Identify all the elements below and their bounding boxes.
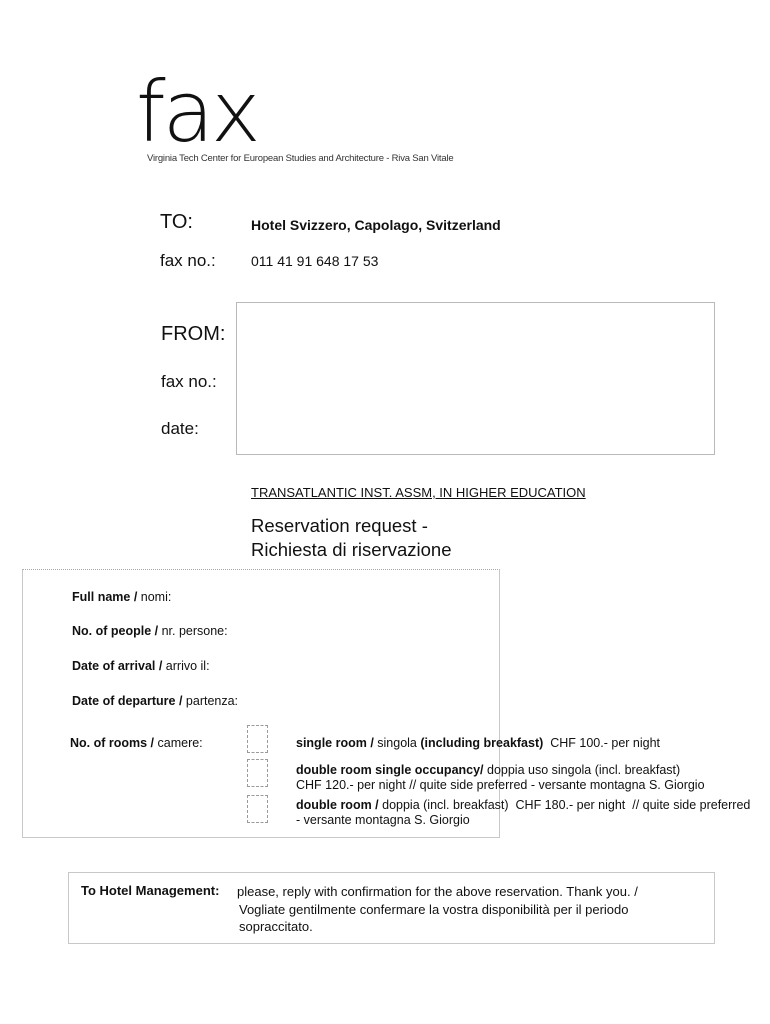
single-room-option xyxy=(296,736,660,751)
double-room-checkbox[interactable] xyxy=(247,795,268,823)
full-name-label-it: nomi: xyxy=(137,590,172,604)
fax-logo: fax xyxy=(136,63,258,161)
departure-field[interactable] xyxy=(72,694,238,708)
double-single-price: CHF 120.- per night // quite side preferred - versante montagna S. Giorgio xyxy=(296,778,705,792)
management-message xyxy=(239,883,638,936)
arrival-label-it: arrivo il: xyxy=(162,659,210,673)
double-room-location: - versante montagna S. Giorgio xyxy=(296,813,470,827)
sender-institution: Virginia Tech Center for European Studies and Architecture - Riva San Vitale xyxy=(147,153,454,164)
to-fax-label: fax no.: xyxy=(160,251,216,270)
single-room-checkbox[interactable] xyxy=(247,725,268,753)
people-label: No. of people / xyxy=(72,624,159,638)
full-name-label: Full name / xyxy=(72,590,138,604)
rooms-label-it: camere: xyxy=(154,736,203,750)
management-line-3: sopraccitato. xyxy=(239,919,313,934)
request-title-en: Reservation request - xyxy=(251,515,428,536)
management-label: To Hotel Management: xyxy=(81,883,220,898)
double-room-option xyxy=(296,798,750,828)
double-single-label: double room single occupancy/ xyxy=(296,763,484,777)
rooms-label: No. of rooms / xyxy=(70,736,155,750)
organization-name: TRANSATLANTIC INST. ASSM, IN HIGHER EDUCATION xyxy=(251,485,586,500)
rooms-field xyxy=(70,736,203,750)
from-fax-label: fax no.: xyxy=(161,372,217,391)
people-field[interactable] xyxy=(72,624,228,638)
double-single-label-it: doppia uso singola (incl. breakfast) xyxy=(483,763,681,777)
departure-label: Date of departure / xyxy=(72,694,183,708)
single-room-price: CHF 100.- per night xyxy=(543,736,661,750)
single-room-label: single room / xyxy=(296,736,374,750)
double-room-label: double room / xyxy=(296,798,379,812)
single-room-label-it: singola xyxy=(373,736,421,750)
to-value: Hotel Svizzero, Capolago, Svitzerland xyxy=(251,217,501,233)
from-input-box[interactable] xyxy=(236,302,715,455)
double-single-option xyxy=(296,763,705,793)
double-room-label-it: doppia (incl. breakfast) CHF 180.- per night // quite side preferred xyxy=(378,798,751,812)
people-label-it: nr. persone: xyxy=(158,624,228,638)
full-name-field[interactable] xyxy=(72,590,171,604)
departure-label-it: partenza: xyxy=(182,694,239,708)
date-label: date: xyxy=(161,419,199,438)
from-label: FROM: xyxy=(161,323,226,345)
management-line-1: please, reply with confirmation for the above reservation. Thank you. / xyxy=(237,884,638,899)
arrival-label: Date of arrival / xyxy=(72,659,163,673)
request-title-it: Richiesta di riservazione xyxy=(251,539,452,560)
double-single-checkbox[interactable] xyxy=(247,759,268,787)
to-label: TO: xyxy=(160,211,193,233)
single-room-breakfast: (including breakfast) xyxy=(420,736,544,750)
request-title xyxy=(251,514,452,562)
arrival-field[interactable] xyxy=(72,659,210,673)
management-line-2: Vogliate gentilmente confermare la vostra disponibilità per il periodo xyxy=(239,901,629,917)
to-fax-value: 011 41 91 648 17 53 xyxy=(251,253,379,269)
